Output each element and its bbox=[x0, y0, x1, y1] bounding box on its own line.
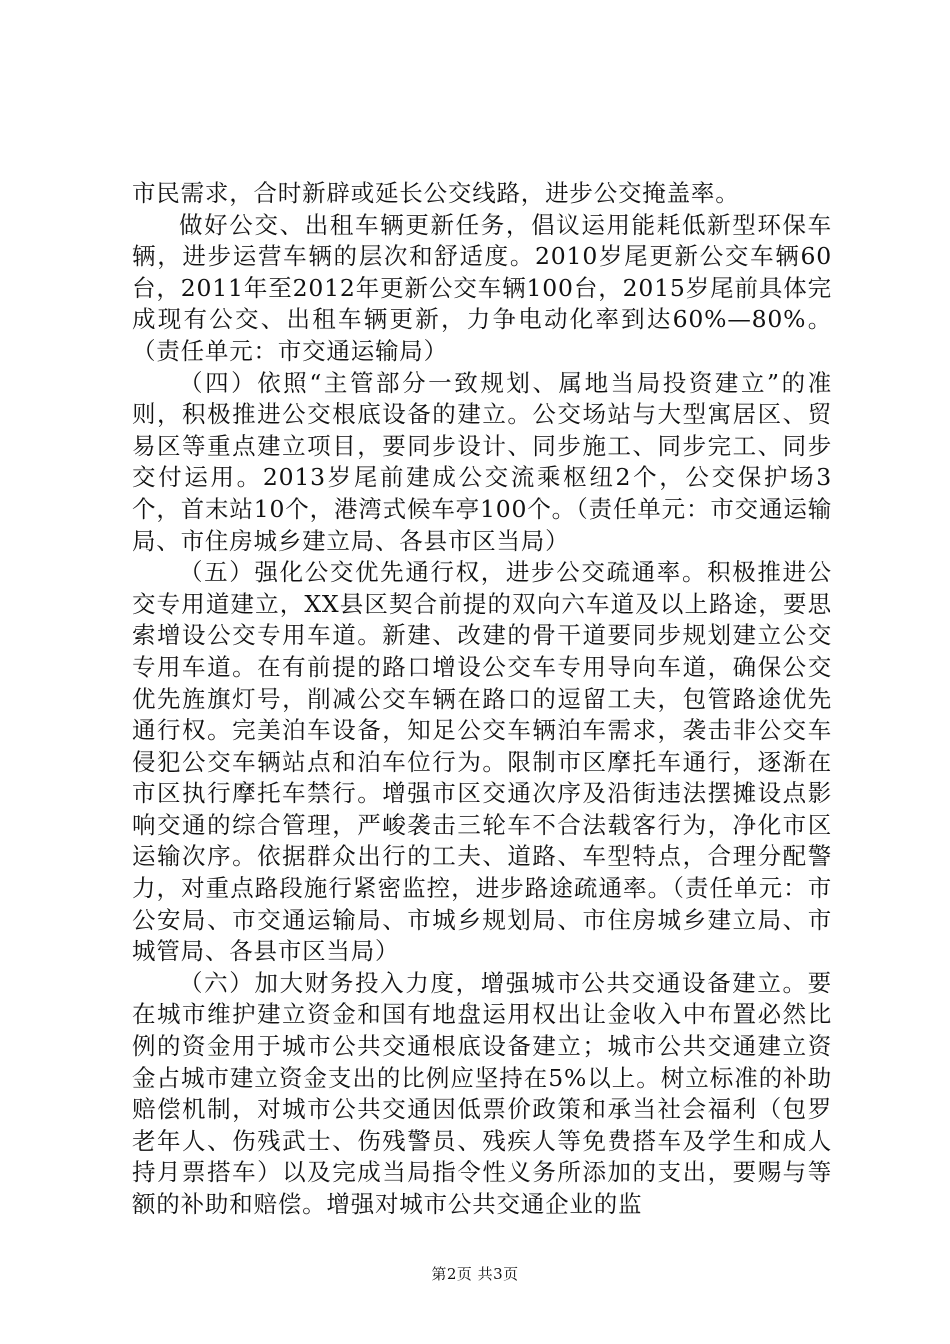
paragraph-continuation: 市民需求，合时新辟或延长公交线路，进步公交掩盖率。 bbox=[132, 179, 740, 207]
paragraph-section-four: （四）依照“主管部分一致规划、属地当局投资建立”的准则，积极推进公交根底设备的建立。公交场站与大型寓居区、贸易区等重点建立项目，要同步设计、同步施工、同步完工、同步交付运用。2013岁尾前建成公交流乘枢纽2个，公交保护场3个，首末站10个，港湾式候车亭100个。（责任单元：市交通运输局、市住房城乡建立局、各县市区当局） bbox=[132, 368, 832, 555]
paragraph-section-five: （五）强化公交优先通行权，进步公交疏通率。积极推进公交专用道建立，XX县区契合前提的双向六车道及以上路途，要思索增设公交专用车道。新建、改建的骨干道要同步规划建立公交专用车道。在有前提的路口增设公交车专用导向车道，确保公交优先旌旗灯号，削减公交车辆在路口的逗留工夫，包管路途优先通行权。完美泊车设备，知足公交车辆泊车需求，袭击非公交车侵犯公交车辆站点和泊车位行为。限制市区摩托车通行，逐渐在市区执行摩托车禁行。增强市区交通次序及沿街违法摆摊设点影响交通的综合管理，严峻袭击三轮车不合法载客行为，净化市区运输次序。依据群众出行的工夫、道路、车型特点，合理分配警力，对重点路段施行紧密监控，进步路途疏通率。（责任单元：市公安局、市交通运输局、市城乡规划局、市住房城乡建立局、市城管局、各县市区当局） bbox=[132, 558, 832, 966]
page-number-footer: 第2页 共3页 bbox=[431, 1265, 519, 1283]
document-body bbox=[132, 178, 832, 1221]
paragraph-vehicle-update: 做好公交、出租车辆更新任务，倡议运用能耗低新型环保车辆，进步运营车辆的层次和舒适度。2010岁尾更新公交车辆60台，2011年至2012年更新公交车辆100台，2015岁尾前具体完成现有公交、出租车辆更新，力争电动化率到达60%—80%。（责任单元：市交通运输局） bbox=[132, 210, 832, 365]
paragraph-section-six: （六）加大财务投入力度，增强城市公共交通设备建立。要在城市维护建立资金和国有地盘运用权出让金收入中布置必然比例的资金用于城市公共交通根底设备建立；城市公共交通建立资金占城市建立资金支出的比例应坚持在5%以上。树立标准的补助赔偿机制，对城市公共交通因低票价政策和承当社会福利（包罗老年人、伤残武士、伤残警员、残疾人等免费搭车及学生和成人持月票搭车）以及完成当局指令性义务所添加的支出，要赐与等额的补助和赔偿。增强对城市公共交通企业的监 bbox=[132, 968, 832, 1218]
